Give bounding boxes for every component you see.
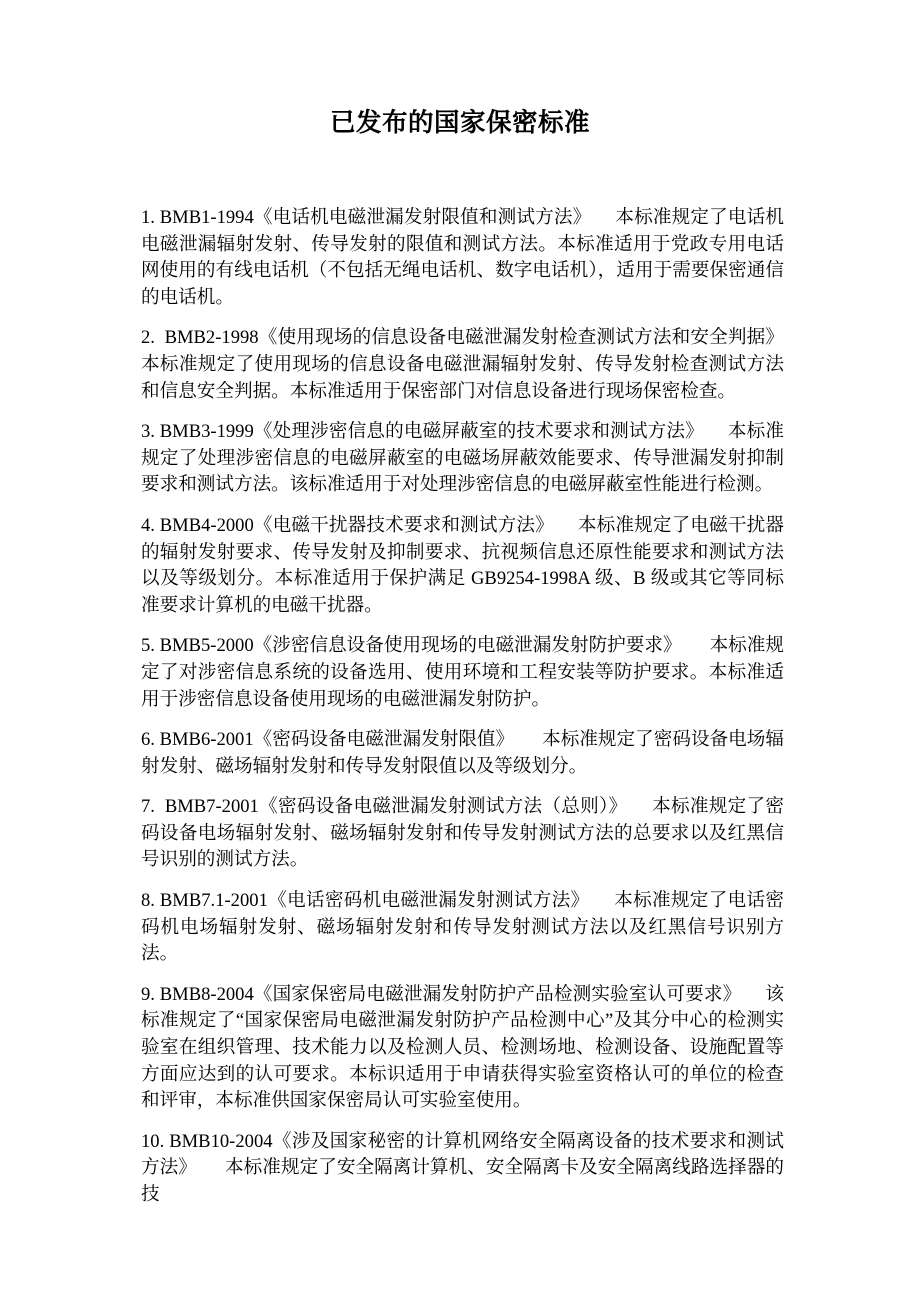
item-number-gap [155, 796, 165, 817]
standard-item [141, 982, 784, 1115]
item-number: 2. [141, 327, 155, 349]
standard-gap [682, 635, 710, 656]
standard-item [141, 727, 784, 780]
standard-description: 本标准规定了电磁干扰器的辐射发射要求、传导发射及抑制要求、抗视频信息还原性能要求和测试方法以及等级划分。本标准适用于保护满足 GB9254-1998A 级、B 级或其它等同标准要求计算机的电磁干扰器。 [141, 514, 784, 616]
standard-name: 《使用现场的信息设备电磁泄漏发射检查测试方法和安全判据》 [258, 327, 784, 349]
standard-gap [554, 515, 578, 536]
standard-code: BMB10-2004 [169, 1130, 273, 1152]
standard-item [141, 325, 784, 405]
standard-description: 本标准规定了电话机电磁泄漏辐射发射、传导发射的限值和测试方法。本标准适用于党政专用电话网使用的有线电话机（不包括无绳电话机、数字电话机），适用于需要保密通信的电话机。 [141, 207, 784, 308]
standard-code: BMB2-1998 [164, 327, 259, 349]
standard-name: 《国家保密局电磁泄漏发射防护产品检测实验室认可要求》 [253, 983, 742, 1005]
standard-description: 本标准规定了使用现场的信息设备电磁泄漏辐射发射、传导发射检查测试方法和信息安全判据。本标准适用于保密部门对信息设备进行现场保密检查。 [141, 353, 784, 402]
standard-description: 本标准规定了电话密码机电场辐射发射、磁场辐射发射和传导发射测试方法以及红黑信号识别方法。 [141, 890, 784, 965]
standard-code: BMB7.1-2001 [159, 890, 268, 912]
standard-gap [704, 421, 728, 442]
standard-item [141, 794, 784, 874]
standard-name: 《电磁干扰器技术要求和测试方法》 [253, 514, 554, 536]
standard-description: 本标准规定了密码设备电场辐射发射、磁场辐射发射和传导发射测试方法的总要求以及红黑信号识别的测试方法。 [141, 796, 784, 871]
item-number-gap [155, 327, 165, 348]
standard-item [141, 419, 784, 499]
item-number: 10. [141, 1130, 165, 1152]
standard-item [141, 513, 784, 619]
standard-description: 本标准规定了处理涉密信息的电磁屏蔽室的电磁场屏蔽效能要求、传导泄漏发射抑制要求和测试方法。该标准适用于对处理涉密信息的电磁屏蔽室性能进行检测。 [141, 421, 784, 496]
page-title: 已发布的国家保密标准 [329, 108, 590, 137]
standard-name: 《涉及国家秘密的计算机网络安全隔离设备的技术要求和测试方法》 [141, 1130, 784, 1179]
item-number: 5. [141, 635, 155, 657]
standard-code: BMB3-1999 [159, 421, 254, 443]
standard-code: BMB8-2004 [159, 983, 254, 1005]
standard-gap [741, 984, 765, 1005]
standard-code: BMB4-2000 [159, 514, 254, 536]
standard-gap [627, 796, 652, 817]
standard-name: 《电话机电磁泄漏发射限值和测试方法》 [253, 207, 592, 228]
standard-description: 该标准规定了“国家保密局电磁泄漏发射防护产品检测中心”及其分中心的检测实验室在组织管理、技术能力以及检测人员、检测场地、检测设备、设施配置等方面应达到的认可要求。本标识适用于申请获得实验室资格认可的单位的检查和评审，本标准供国家保密局认可实验室使用。 [141, 983, 784, 1112]
standard-name: 《电话密码机电磁泄漏发射测试方法》 [267, 890, 590, 912]
standard-code: BMB6-2001 [159, 729, 254, 751]
item-number: 1. [141, 207, 155, 228]
standard-description: 本标准规定了对涉密信息系统的设备选用、使用环境和工程安装等防护要求。本标准适用于涉密信息设备使用现场的电磁泄漏发射防护。 [141, 635, 784, 710]
standard-name: 《密码设备电磁泄漏发射测试方法（总则）》 [258, 796, 628, 818]
standard-item [141, 1129, 784, 1209]
standard-name: 《涉密信息设备使用现场的电磁泄漏发射防护要求》 [253, 635, 682, 657]
standard-gap [514, 729, 542, 750]
standard-item [141, 888, 784, 968]
standard-code: BMB1-1994 [159, 207, 254, 228]
standard-item [141, 633, 784, 713]
standard-name: 《处理涉密信息的电磁屏蔽室的技术要求和测试方法》 [253, 421, 704, 443]
standard-gap [591, 207, 615, 228]
item-number: 3. [141, 421, 155, 443]
item-number: 4. [141, 514, 155, 536]
standards-list [141, 205, 784, 1209]
standard-code: BMB5-2000 [159, 635, 254, 657]
standard-item [141, 205, 784, 311]
item-number: 8. [141, 890, 155, 912]
standard-description: 本标准规定了安全隔离计算机、安全隔离卡及安全隔离线路选择器的技 [141, 1157, 784, 1205]
item-number: 7. [141, 796, 155, 818]
item-number: 6. [141, 729, 155, 751]
standard-gap [197, 1157, 225, 1178]
standard-description: 本标准规定了密码设备电场辐射发射、磁场辐射发射和传导发射限值以及等级划分。 [141, 729, 784, 777]
standard-code: BMB7-2001 [164, 796, 259, 818]
standard-name: 《密码设备电磁泄漏发射限值》 [253, 729, 515, 751]
item-number: 9. [141, 983, 155, 1005]
standard-gap [589, 890, 614, 911]
